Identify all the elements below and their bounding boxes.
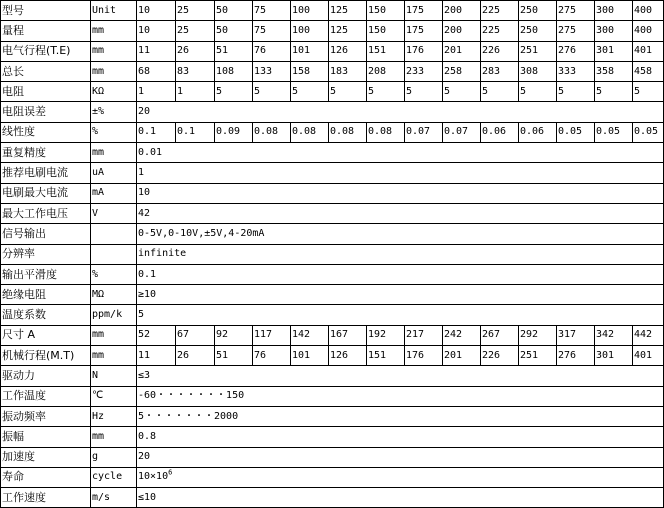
row-label: 尺寸 A bbox=[1, 325, 91, 345]
value-cell: 83 bbox=[176, 61, 215, 81]
row-label: 重复精度 bbox=[1, 143, 91, 163]
value-cell: 201 bbox=[443, 41, 481, 61]
value-cell: 5 bbox=[367, 82, 405, 102]
row-label: 电刷最大电流 bbox=[1, 183, 91, 203]
value-cell: 5 bbox=[215, 82, 253, 102]
life-exponent: 6 bbox=[168, 469, 173, 478]
value-cell: 0.06 bbox=[519, 122, 557, 142]
value-cell: 5 bbox=[329, 82, 367, 102]
value-cell: 52 bbox=[137, 325, 176, 345]
value-cell: 68 bbox=[137, 61, 176, 81]
row-unit: N bbox=[91, 366, 137, 386]
value-cell: 151 bbox=[367, 346, 405, 366]
value-cell: 100 bbox=[291, 1, 329, 21]
value-cell: 301 bbox=[595, 346, 633, 366]
value-cell: 67 bbox=[176, 325, 215, 345]
value-cell: 1 bbox=[137, 82, 176, 102]
value-cell: 0.05 bbox=[557, 122, 595, 142]
row-label: 工作速度 bbox=[1, 488, 91, 508]
value-cell: 176 bbox=[405, 41, 443, 61]
value-cell: 401 bbox=[633, 346, 664, 366]
value-cell: 1 bbox=[137, 163, 664, 183]
value-cell: 442 bbox=[633, 325, 664, 345]
value-cell: 283 bbox=[481, 61, 519, 81]
spec-row bbox=[1, 467, 664, 487]
spec-row bbox=[1, 366, 664, 386]
value-cell: 258 bbox=[443, 61, 481, 81]
value-cell: 5 bbox=[481, 82, 519, 102]
value-cell: 125 bbox=[329, 1, 367, 21]
value-cell: 75 bbox=[253, 1, 291, 21]
value-cell: 5・・・・・・・2000 bbox=[137, 406, 664, 426]
value-cell: 125 bbox=[329, 21, 367, 41]
value-cell: 5 bbox=[253, 82, 291, 102]
value-cell bbox=[137, 467, 664, 487]
spec-row bbox=[1, 325, 664, 345]
value-cell: 275 bbox=[557, 21, 595, 41]
spec-row bbox=[1, 346, 664, 366]
value-cell: 183 bbox=[329, 61, 367, 81]
value-cell: 25 bbox=[176, 21, 215, 41]
value-cell: 26 bbox=[176, 41, 215, 61]
row-unit: mm bbox=[91, 61, 137, 81]
value-cell: 0.08 bbox=[329, 122, 367, 142]
value-cell: 401 bbox=[633, 41, 664, 61]
row-label: 总长 bbox=[1, 61, 91, 81]
value-cell: 301 bbox=[595, 41, 633, 61]
value-cell: 250 bbox=[519, 1, 557, 21]
row-unit: cycle bbox=[91, 467, 137, 487]
row-unit: % bbox=[91, 122, 137, 142]
value-cell: 101 bbox=[291, 41, 329, 61]
spec-row bbox=[1, 143, 664, 163]
value-cell: 0.08 bbox=[253, 122, 291, 142]
value-cell: ≤3 bbox=[137, 366, 664, 386]
row-unit: ppm/k bbox=[91, 305, 137, 325]
value-cell: 51 bbox=[215, 41, 253, 61]
value-cell: 242 bbox=[443, 325, 481, 345]
value-cell: 126 bbox=[329, 41, 367, 61]
value-cell: 0.06 bbox=[481, 122, 519, 142]
row-unit: uA bbox=[91, 163, 137, 183]
value-cell: 133 bbox=[253, 61, 291, 81]
spec-row bbox=[1, 244, 664, 264]
spec-row bbox=[1, 102, 664, 122]
row-label: 驱动力 bbox=[1, 366, 91, 386]
value-cell: 10 bbox=[137, 21, 176, 41]
value-cell: 100 bbox=[291, 21, 329, 41]
row-label: 温度系数 bbox=[1, 305, 91, 325]
spec-row bbox=[1, 163, 664, 183]
row-unit: mm bbox=[91, 346, 137, 366]
header-row bbox=[1, 1, 664, 21]
spec-row bbox=[1, 264, 664, 284]
row-unit: mm bbox=[91, 427, 137, 447]
row-label: 加速度 bbox=[1, 447, 91, 467]
value-cell: 10 bbox=[137, 1, 176, 21]
row-unit: mm bbox=[91, 143, 137, 163]
row-label: 型号 bbox=[1, 1, 91, 21]
value-cell: 0.1 bbox=[137, 264, 664, 284]
row-label: 振幅 bbox=[1, 427, 91, 447]
value-cell: 5 bbox=[519, 82, 557, 102]
value-cell: 300 bbox=[595, 1, 633, 21]
value-cell: 292 bbox=[519, 325, 557, 345]
value-cell: 92 bbox=[215, 325, 253, 345]
value-cell: 226 bbox=[481, 346, 519, 366]
value-cell: 5 bbox=[405, 82, 443, 102]
spec-row bbox=[1, 183, 664, 203]
value-cell: 0.05 bbox=[633, 122, 664, 142]
value-cell: 75 bbox=[253, 21, 291, 41]
row-label: 信号输出 bbox=[1, 224, 91, 244]
value-cell: 150 bbox=[367, 21, 405, 41]
row-label: 最大工作电压 bbox=[1, 203, 91, 223]
value-cell: 276 bbox=[557, 346, 595, 366]
value-cell: 126 bbox=[329, 346, 367, 366]
value-cell: 217 bbox=[405, 325, 443, 345]
row-label: 寿命 bbox=[1, 467, 91, 487]
row-unit: g bbox=[91, 447, 137, 467]
spec-row bbox=[1, 386, 664, 406]
value-cell: 225 bbox=[481, 21, 519, 41]
row-label: 线性度 bbox=[1, 122, 91, 142]
value-cell: 300 bbox=[595, 21, 633, 41]
value-cell: 192 bbox=[367, 325, 405, 345]
value-cell: 5 bbox=[557, 82, 595, 102]
value-cell: 76 bbox=[253, 41, 291, 61]
value-cell: 0-5V,0-10V,±5V,4-20mA bbox=[137, 224, 664, 244]
spec-row bbox=[1, 224, 664, 244]
value-cell: 167 bbox=[329, 325, 367, 345]
spec-row bbox=[1, 41, 664, 61]
row-label: 推荐电刷电流 bbox=[1, 163, 91, 183]
value-cell: ≥10 bbox=[137, 285, 664, 305]
value-cell: 226 bbox=[481, 41, 519, 61]
value-cell: 0.1 bbox=[137, 122, 176, 142]
value-cell: 201 bbox=[443, 346, 481, 366]
row-unit: % bbox=[91, 264, 137, 284]
value-cell: 20 bbox=[137, 102, 664, 122]
value-cell: 0.08 bbox=[291, 122, 329, 142]
value-cell: 5 bbox=[443, 82, 481, 102]
value-cell: 42 bbox=[137, 203, 664, 223]
row-label: 量程 bbox=[1, 21, 91, 41]
row-label: 输出平滑度 bbox=[1, 264, 91, 284]
row-unit: mm bbox=[91, 21, 137, 41]
row-unit: Hz bbox=[91, 406, 137, 426]
row-unit: mA bbox=[91, 183, 137, 203]
value-cell: 275 bbox=[557, 1, 595, 21]
value-cell: 10 bbox=[137, 183, 664, 203]
value-cell: 26 bbox=[176, 346, 215, 366]
value-cell: 342 bbox=[595, 325, 633, 345]
value-cell: 358 bbox=[595, 61, 633, 81]
value-cell: 176 bbox=[405, 346, 443, 366]
value-cell: 225 bbox=[481, 1, 519, 21]
value-cell: 0.08 bbox=[367, 122, 405, 142]
value-cell: 458 bbox=[633, 61, 664, 81]
spec-row bbox=[1, 285, 664, 305]
value-cell: 0.1 bbox=[176, 122, 215, 142]
row-label: 电阻 bbox=[1, 82, 91, 102]
row-unit: ℃ bbox=[91, 386, 137, 406]
value-cell: ≤10 bbox=[137, 488, 664, 508]
value-cell: 151 bbox=[367, 41, 405, 61]
value-cell: 5 bbox=[595, 82, 633, 102]
row-unit: mm bbox=[91, 41, 137, 61]
row-unit bbox=[91, 224, 137, 244]
row-unit: Unit bbox=[91, 1, 137, 21]
value-cell: 175 bbox=[405, 1, 443, 21]
value-cell: 0.01 bbox=[137, 143, 664, 163]
value-cell: 5 bbox=[137, 305, 664, 325]
row-label: 电气行程(T.E) bbox=[1, 41, 91, 61]
row-label: 电阻误差 bbox=[1, 102, 91, 122]
value-cell: 200 bbox=[443, 1, 481, 21]
row-label: 分辨率 bbox=[1, 244, 91, 264]
row-unit bbox=[91, 244, 137, 264]
value-cell: 308 bbox=[519, 61, 557, 81]
value-cell: 200 bbox=[443, 21, 481, 41]
row-unit: m/s bbox=[91, 488, 137, 508]
row-unit: KΩ bbox=[91, 82, 137, 102]
value-cell: 250 bbox=[519, 21, 557, 41]
value-cell: -60・・・・・・・150 bbox=[137, 386, 664, 406]
spec-row bbox=[1, 61, 664, 81]
value-cell: 400 bbox=[633, 1, 664, 21]
value-cell: 0.07 bbox=[405, 122, 443, 142]
value-cell: 276 bbox=[557, 41, 595, 61]
value-cell: 208 bbox=[367, 61, 405, 81]
row-unit: mm bbox=[91, 325, 137, 345]
value-cell: 251 bbox=[519, 41, 557, 61]
spec-row bbox=[1, 122, 664, 142]
row-label: 振动频率 bbox=[1, 406, 91, 426]
spec-row bbox=[1, 447, 664, 467]
value-cell: 175 bbox=[405, 21, 443, 41]
value-cell: 317 bbox=[557, 325, 595, 345]
row-label: 工作温度 bbox=[1, 386, 91, 406]
spec-row bbox=[1, 203, 664, 223]
value-cell: 5 bbox=[633, 82, 664, 102]
row-unit: MΩ bbox=[91, 285, 137, 305]
value-cell: 0.09 bbox=[215, 122, 253, 142]
spec-table-body bbox=[1, 1, 664, 508]
value-cell: 11 bbox=[137, 346, 176, 366]
row-label: 绝缘电阻 bbox=[1, 285, 91, 305]
spec-row bbox=[1, 488, 664, 508]
value-cell: 50 bbox=[215, 1, 253, 21]
life-base: 10×10 bbox=[138, 471, 169, 483]
row-label: 机械行程(M.T) bbox=[1, 346, 91, 366]
value-cell: 5 bbox=[291, 82, 329, 102]
value-cell: 51 bbox=[215, 346, 253, 366]
value-cell: infinite bbox=[137, 244, 664, 264]
value-cell: 20 bbox=[137, 447, 664, 467]
value-cell: 25 bbox=[176, 1, 215, 21]
spec-row bbox=[1, 406, 664, 426]
value-cell: 108 bbox=[215, 61, 253, 81]
spec-row bbox=[1, 305, 664, 325]
value-cell: 76 bbox=[253, 346, 291, 366]
value-cell: 0.07 bbox=[443, 122, 481, 142]
value-cell: 267 bbox=[481, 325, 519, 345]
value-cell: 233 bbox=[405, 61, 443, 81]
value-cell: 0.05 bbox=[595, 122, 633, 142]
value-cell: 150 bbox=[367, 1, 405, 21]
value-cell: 142 bbox=[291, 325, 329, 345]
value-cell: 251 bbox=[519, 346, 557, 366]
spec-row bbox=[1, 21, 664, 41]
row-unit: ±% bbox=[91, 102, 137, 122]
value-cell: 50 bbox=[215, 21, 253, 41]
value-cell: 11 bbox=[137, 41, 176, 61]
value-cell: 117 bbox=[253, 325, 291, 345]
value-cell: 1 bbox=[176, 82, 215, 102]
value-cell: 101 bbox=[291, 346, 329, 366]
value-cell: 333 bbox=[557, 61, 595, 81]
row-unit: V bbox=[91, 203, 137, 223]
value-cell: 400 bbox=[633, 21, 664, 41]
value-cell: 0.8 bbox=[137, 427, 664, 447]
spec-row bbox=[1, 82, 664, 102]
value-cell: 158 bbox=[291, 61, 329, 81]
spec-row bbox=[1, 427, 664, 447]
